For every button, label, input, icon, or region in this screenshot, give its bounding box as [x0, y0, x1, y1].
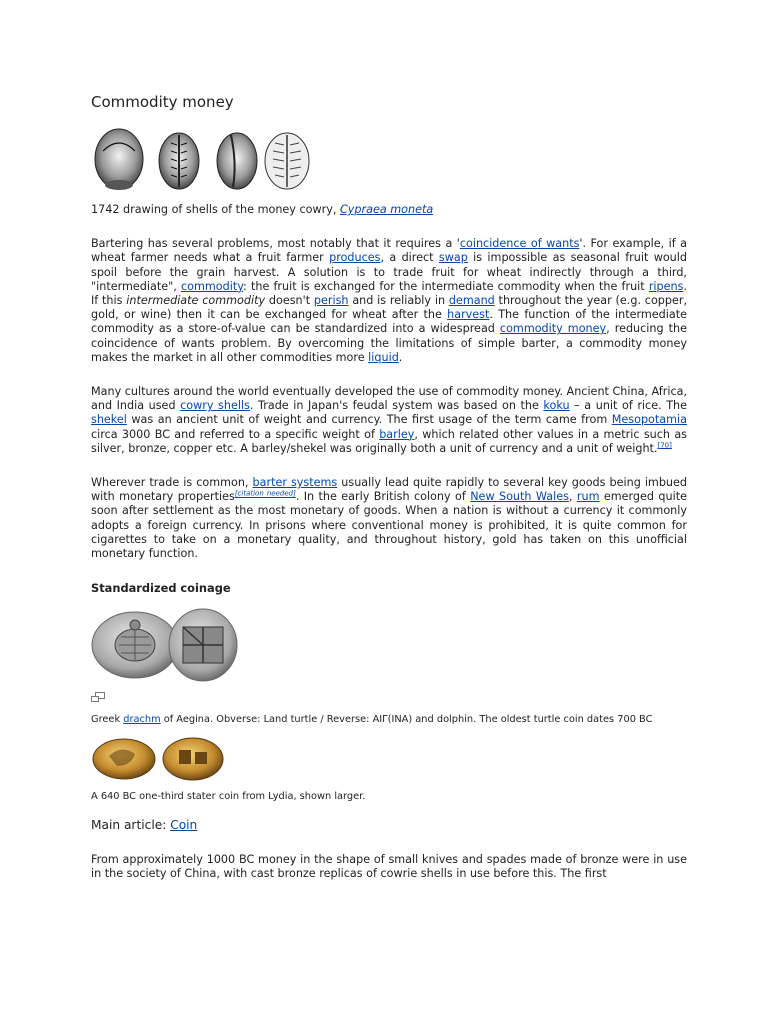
drachm-caption: Greek drachm of Aegina. Obverse: Land turtle / Reverse: ΑΙΓ(ΙΝΑ) and dolphin. The oldest turtle coin dates 700 BC — [91, 714, 653, 726]
shekel-link[interactable]: shekel — [91, 413, 127, 427]
citation-needed-link[interactable]: [citation needed] — [234, 489, 296, 498]
reference-70[interactable]: [70] — [657, 441, 672, 450]
aegina-drachm-image — [91, 607, 241, 683]
commodity-money-link[interactable]: commodity money — [499, 322, 607, 336]
cowry-shells-link[interactable]: cowry shells — [180, 399, 250, 413]
produces-link[interactable]: produces — [329, 251, 381, 265]
section-heading: Standardized coinage — [91, 581, 231, 596]
coincidence-of-wants-link[interactable]: coincidence of wants — [459, 237, 580, 251]
paragraph-bartering: Bartering has several problems, most notably that it requires a 'coincidence of wants'. For example, if a wheat farmer needs what a fruit farmer produces, a direct swap is impossible as seasonal fruit would spoil before the grain harvest. A solution is to trade fruit for wheat indirectly through a third, "intermediate", commodity: the fruit is exchanged for the intermediate commodity when the fruit ripens. If this intermediate commodity doesn't perish and is reliably in demand throughout the year (e.g. copper, gold, or wine) then it can be exchanged for wheat after the harvest. The function of the intermediate commodity as a store-of-value can be standardized into a widespread commodity money, reducing the coincidence of wants problem. By overcoming the limitations of simple barter, a commodity money makes the market in all other commodities more liquid. — [91, 237, 688, 364]
drachm-reverse — [169, 609, 237, 681]
new-south-wales-link[interactable]: New South Wales — [470, 490, 569, 504]
barter-systems-link[interactable]: barter systems — [252, 476, 338, 490]
shell-3 — [217, 133, 257, 189]
cypraea-moneta-link[interactable]: Cypraea moneta — [339, 203, 434, 216]
swap-link[interactable]: swap — [438, 251, 468, 265]
article — [91, 0, 687, 882]
shell-1 — [95, 129, 143, 190]
barley-link[interactable]: barley — [379, 427, 415, 441]
paragraph-china: From approximately 1000 BC money in the shape of small knives and spades made of bronze were in use in the society of China, with cast bronze replicas of cowrie shells in use before this. The first — [91, 853, 687, 881]
cowry-shells-drawing — [91, 123, 331, 193]
enlarge-icon[interactable] — [91, 691, 105, 703]
lydia-caption: A 640 BC one-third stater coin from Lydia, shown larger. — [91, 791, 366, 803]
shell-4 — [265, 133, 309, 189]
liquid-link[interactable]: liquid — [368, 350, 399, 364]
paragraph-trade: Wherever trade is common, barter systems usually lead quite rapidly to several key goods being imbued with monetary properties[citation needed]. In the early British colony of New South Wales, rum emerged quite soon after settlement as the most monetary of goods. When a nation is without a currency it commonly adopts a foreign currency. In prisons where conventional money is prohibited, it is quite common for cigarettes to take on a monetary quality, and throughout history, gold has taken on this unofficial monetary function. — [91, 476, 688, 561]
lydia-stater-image — [91, 736, 231, 782]
shell-caption: 1742 drawing of shells of the money cowry, Cypraea moneta — [91, 203, 434, 216]
perish-link[interactable]: perish — [313, 294, 349, 308]
stater-obverse — [93, 739, 155, 779]
demand-link[interactable]: demand — [448, 294, 495, 308]
koku-link[interactable]: koku — [543, 399, 570, 413]
stater-reverse — [163, 738, 223, 780]
rum-link[interactable]: rum — [576, 490, 600, 504]
ripens-link[interactable]: ripens — [648, 279, 684, 293]
main-article-note: Main article: Coin — [91, 818, 198, 833]
paragraph-cultures: Many cultures around the world eventually developed the use of commodity money. Ancient China, Africa, and India used cowry shells. Trade in Japan's feudal system was based on the koku – a unit of rice. The shekel was an ancient unit of weight and currency. The first usage of the term came from Mesopotamia circa 3000 BC and referred to a specific weight of barley, which related other values in a metric such as silver, bronze, copper etc. A barley/shekel was originally both a unit of currency and a unit of weight.[70] — [91, 385, 688, 455]
drachm-link[interactable]: drachm — [123, 714, 161, 726]
drachm-obverse — [92, 612, 178, 678]
mesopotamia-link[interactable]: Mesopotamia — [611, 413, 687, 427]
commodity-link[interactable]: commodity — [181, 279, 244, 293]
coin-link[interactable]: Coin — [170, 818, 198, 833]
page-title: Commodity money — [91, 93, 234, 111]
shell-2 — [159, 133, 199, 189]
harvest-link[interactable]: harvest — [447, 308, 490, 322]
